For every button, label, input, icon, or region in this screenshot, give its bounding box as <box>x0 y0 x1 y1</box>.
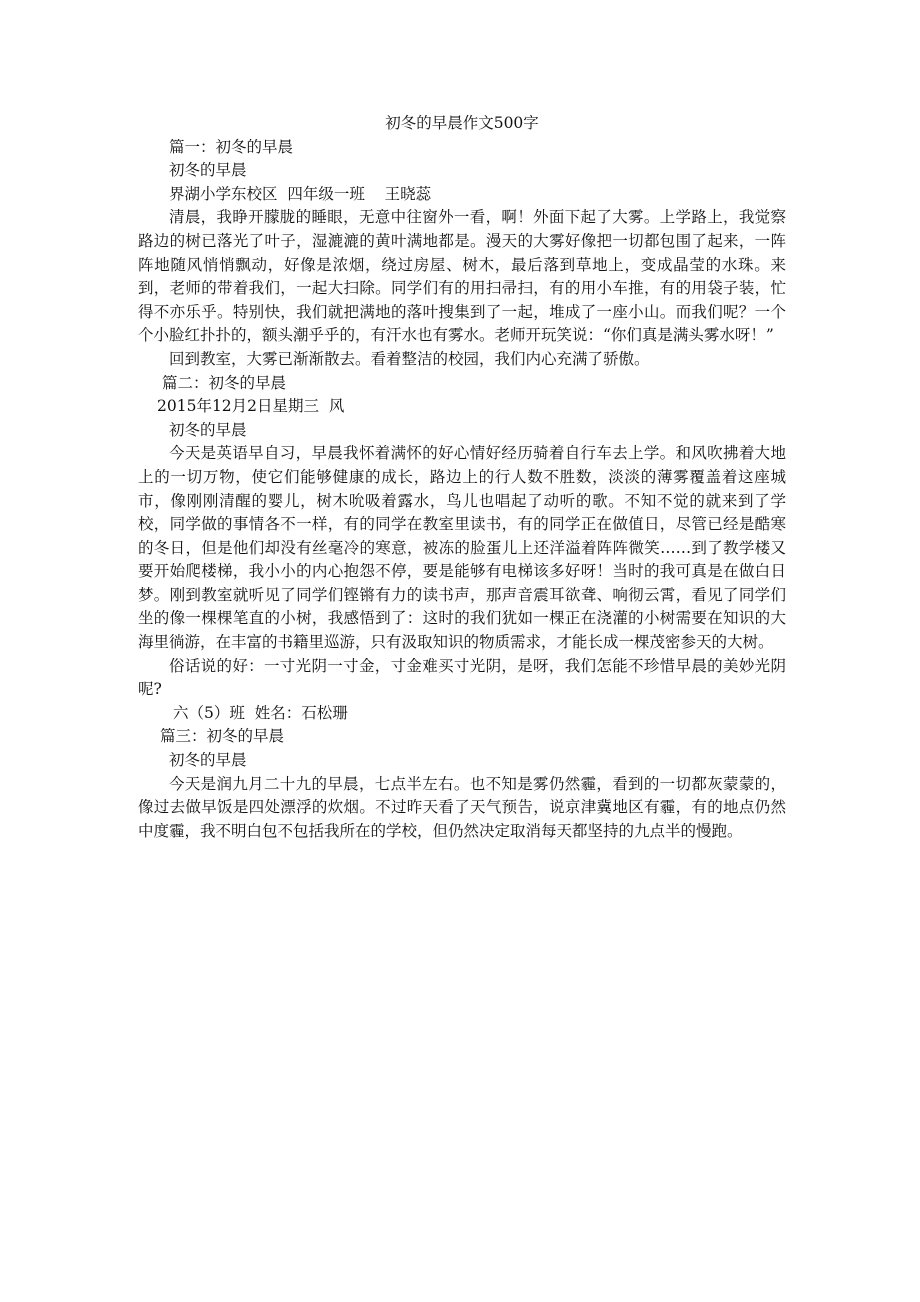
section-2-paragraph-2: 俗话说的好：一寸光阴一寸金，寸金难买寸光阴，是呀，我们怎能不珍惜早晨的美妙光阴呢? <box>138 656 786 699</box>
section-2-date-line: 2015年12月2日星期三 风 <box>157 397 345 416</box>
section-1-author-line: 界湖小学东校区 四年级一班 王晓蕊 <box>169 184 432 203</box>
section-3-paragraph-1: 今天是润九月二十九的早晨，七点半左右。也不知是雾仍然霾，看到的一切都灰蒙蒙的，像过去做早饭是四处漂浮的炊烟。不过昨天看了天气预告，说京津冀地区有霾，有的地点仍然中度霾，我不明白包不包括我所在的学校，但仍然决定取消每天都坚持的九点半的慢跑。 <box>138 774 786 840</box>
section-2-paragraph-1: 今天是英语早自习，早晨我怀着满怀的好心情好经历骑着自行车去上学。和风吹拂着大地上的一切万物，使它们能够健康的成长，路边上的行人数不胜数，淡淡的薄雾覆盖着这座城市，像刚刚清醒的婴儿，树木吮吸着露水，鸟儿也唱起了动听的歌。不知不觉的就来到了学校，同学做的事情各不一样，有的同学在教室里读书，有的同学正在做值日，尽管已经是酷寒的冬日，但是他们却没有丝毫冷的寒意，被冻的脸蛋儿上还洋溢着阵阵微笑……到了教学楼又要开始爬楼梯，我小小的内心抱怨不停，要是能够有电梯该多好呀！当时的我可真是在做白日梦。刚到教室就听见了同学们铿锵有力的读书声，那声音震耳欲聋、响彻云霄，看见了同学们坐的像一棵棵笔直的小树，我感悟到了：这时的我们犹如一棵正在浇灌的小树需要在知识的大海里徜游，在丰富的书籍里巡游，只有汲取知识的物质需求，才能长成一棵茂密参天的大树。 <box>138 444 786 652</box>
section-1-paragraph-1: 清晨，我睁开朦胧的睡眼，无意中往窗外一看，啊！外面下起了大雾。上学路上，我觉察路边的树已落光了叶子，湿漉漉的黄叶满地都是。漫天的大雾好像把一切都包围了起来，一阵阵地随风悄悄飘动，好像是浓烟，绕过房屋、树木，最后落到草地上，变成晶莹的水珠。来到，老师的带着我们，一起大扫除。同学们有的用扫帚扫，有的用小车推，有的用袋子装，忙得不亦乐乎。特别快，我们就把满地的落叶搜集到了一起，堆成了一座小山。而我们呢？一个个小脸红扑扑的，额头潮乎乎的，有汗水也有雾水。老师开玩笑说：“你们真是满头雾水呀！” <box>138 208 786 345</box>
section-1-subtitle: 初冬的早晨 <box>169 161 247 180</box>
section-2-subtitle: 初冬的早晨 <box>169 420 247 439</box>
section-2-author-line: 六（5）班 姓名：石松珊 <box>173 703 348 722</box>
section-3-subtitle: 初冬的早晨 <box>169 751 247 770</box>
document-title: 初冬的早晨作文500字 <box>385 114 539 132</box>
document-page <box>138 112 786 843</box>
section-1-heading: 篇一：初冬的早晨 <box>169 137 294 156</box>
section-2-heading: 篇二：初冬的早晨 <box>162 373 287 392</box>
section-3-heading: 篇三：初冬的早晨 <box>160 727 285 746</box>
section-1-paragraph-2: 回到教室，大雾已渐渐散去。看着整洁的校园，我们内心充满了骄傲。 <box>169 349 650 368</box>
